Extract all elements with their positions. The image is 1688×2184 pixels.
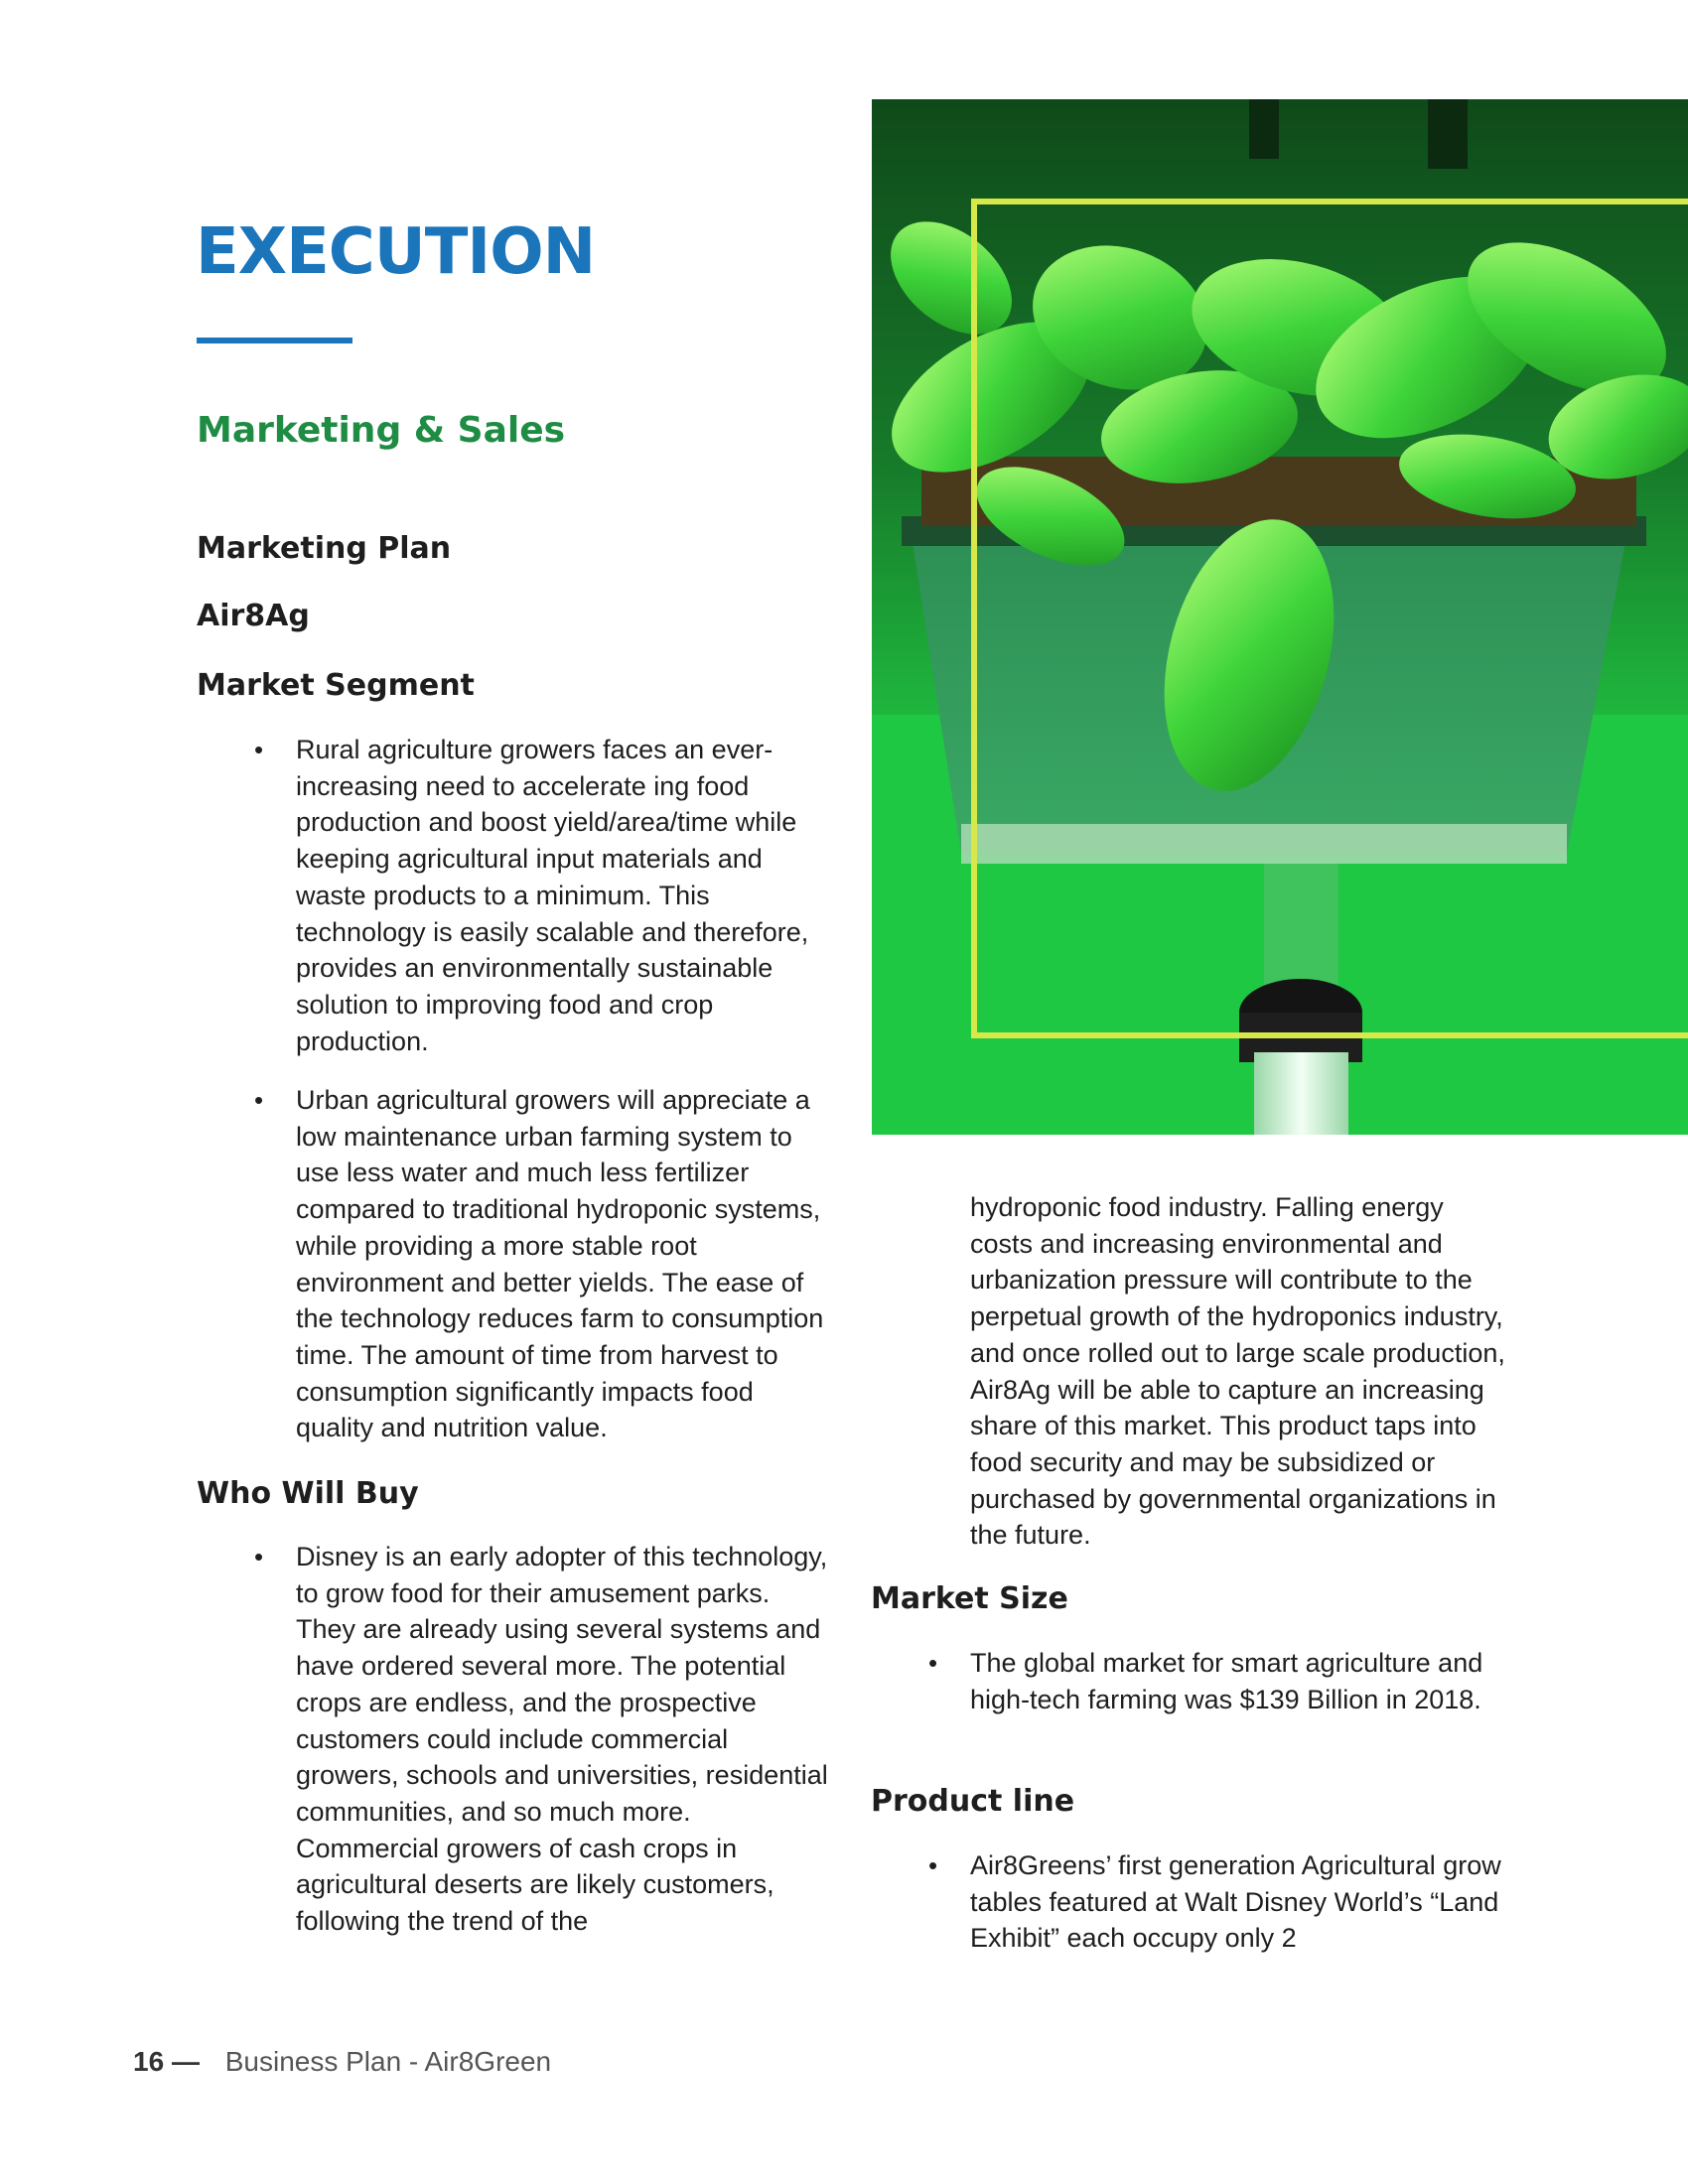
bullet-icon: • [928,1648,938,1678]
bullet-text: The global market for smart agriculture and high-tech farming was $139 Billion in 2018. [970,1648,1483,1714]
title-underline [197,338,352,343]
page-number: 16 [133,2046,165,2077]
heading-product-line: Product line [871,1784,1075,1819]
heading-product-name: Air8Ag [197,599,310,633]
bullet-text: Air8Greens’ first generation Agricultural grow tables featured at Walt Disney World’s “Land Exhibit” each occupy only 2 [970,1850,1501,1954]
bullet-icon: • [928,1850,938,1880]
list-item-segment-rural [254,732,832,1059]
heading-market-size: Market Size [871,1581,1068,1616]
grow-table-photo [872,99,1688,1135]
bullet-icon: • [254,1085,264,1115]
footer-doc-title: Business Plan - Air8Green [224,2046,552,2077]
footer-dash: — [171,2046,200,2077]
bullet-text: Rural agriculture growers faces an ever-increasing need to accelerate ing food production and boost yield/area/time while keeping agricultural input materials and waste products to a minimum. This technology is easily scalable and therefore, provides an environmentally sustainable solution to improving food and crop production. [296,735,809,1056]
bullet-text: Disney is an early adopter of this technology, to grow food for their amusement parks. They are already using several systems and have ordered several more. The potential crops are endless, and the prospective customers could include commercial growers, schools and universities, residential communities, and so much more. Commercial growers of cash crops in agricultural deserts are likely customers, following the trend of the [296,1542,828,1937]
plant-photo-illustration [872,99,1688,1135]
bullet-text: Urban agricultural growers will appreciate a low maintenance urban farming system to use less water and much less fertilizer compared to traditional hydroponic systems, while providing a more stable root environment and better yields. The ease of the technology reduces farm to consumption time. The amount of time from harvest to consumption significantly impacts food quality and nutrition value. [296,1085,824,1443]
heading-who-will-buy: Who Will Buy [197,1476,419,1511]
list-item-product-line [928,1847,1506,1957]
heading-market-segment: Market Segment [197,668,475,703]
page-footer [133,2045,551,2079]
right-column-continuation: hydroponic food industry. Falling energy costs and increasing environmental and urbanization pressure will contribute to the perpetual growth of the hydroponics industry, and once rolled out to large scale production, Air8Ag will be able to capture an increasing share of this market. This product taps into food security and may be subsidized or purchased by governmental organizations in the future. [970,1192,1505,1551]
bullet-icon: • [254,1542,264,1571]
bullet-icon: • [254,735,264,764]
section-subtitle: Marketing & Sales [197,410,566,451]
page-title: EXECUTION [196,215,596,289]
heading-marketing-plan: Marketing Plan [197,531,452,566]
list-item-market-size [928,1645,1506,1717]
list-item-buyer-disney [254,1539,832,1940]
list-item-segment-urban [254,1082,832,1446]
